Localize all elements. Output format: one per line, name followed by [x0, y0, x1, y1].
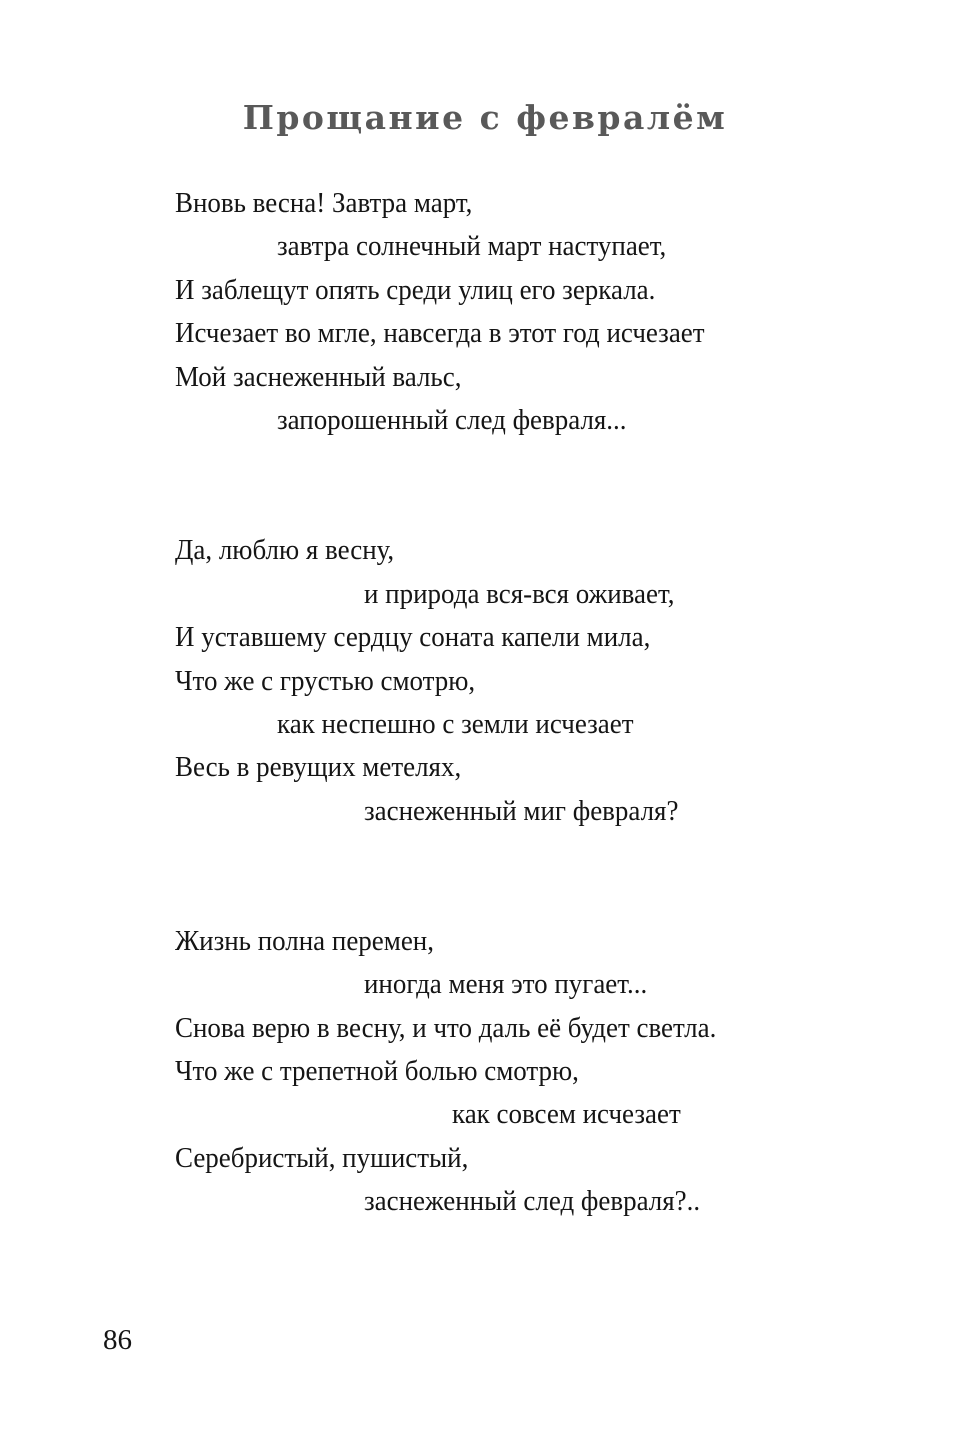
poem-line: заснеженный след февраля?..: [364, 1185, 701, 1217]
poem-line: Что же с трепетной болью смотрю,: [175, 1055, 579, 1087]
poem-line: Вновь весна! Завтра март,: [175, 187, 473, 219]
poem-title: Прощание с февралём: [242, 98, 728, 137]
poem-line: Весь в ревущих метелях,: [175, 751, 462, 783]
poem-line: заснеженный миг февраля?: [364, 795, 679, 827]
poem-line: Исчезает во мгле, навсегда в этот год исчезает: [175, 317, 705, 349]
page-number: 86: [103, 1324, 132, 1356]
poem-line: Да, люблю я весну,: [175, 534, 395, 566]
poem-line: Мой заснеженный вальс,: [175, 361, 462, 393]
poem-line: и природа вся-вся оживает,: [364, 578, 675, 610]
poem-line: Снова верю в весну, и что даль её будет светла.: [175, 1012, 717, 1044]
poem-line: завтра солнечный март наступает,: [277, 230, 667, 262]
poem-line: И заблещут опять среди улиц его зеркала.: [175, 274, 656, 306]
poem-line: как совсем исчезает: [452, 1098, 681, 1130]
poem-line: И уставшему сердцу соната капели мила,: [175, 621, 651, 653]
poem-line: иногда меня это пугает...: [364, 968, 648, 1000]
poem-line: как неспешно с земли исчезает: [277, 708, 634, 740]
poem-line: Серебристый, пушистый,: [175, 1142, 469, 1174]
poem-line: Жизнь полна перемен,: [175, 925, 434, 957]
poem-line: Что же с грустью смотрю,: [175, 665, 476, 697]
poem-line: запорошенный след февраля...: [277, 404, 627, 436]
